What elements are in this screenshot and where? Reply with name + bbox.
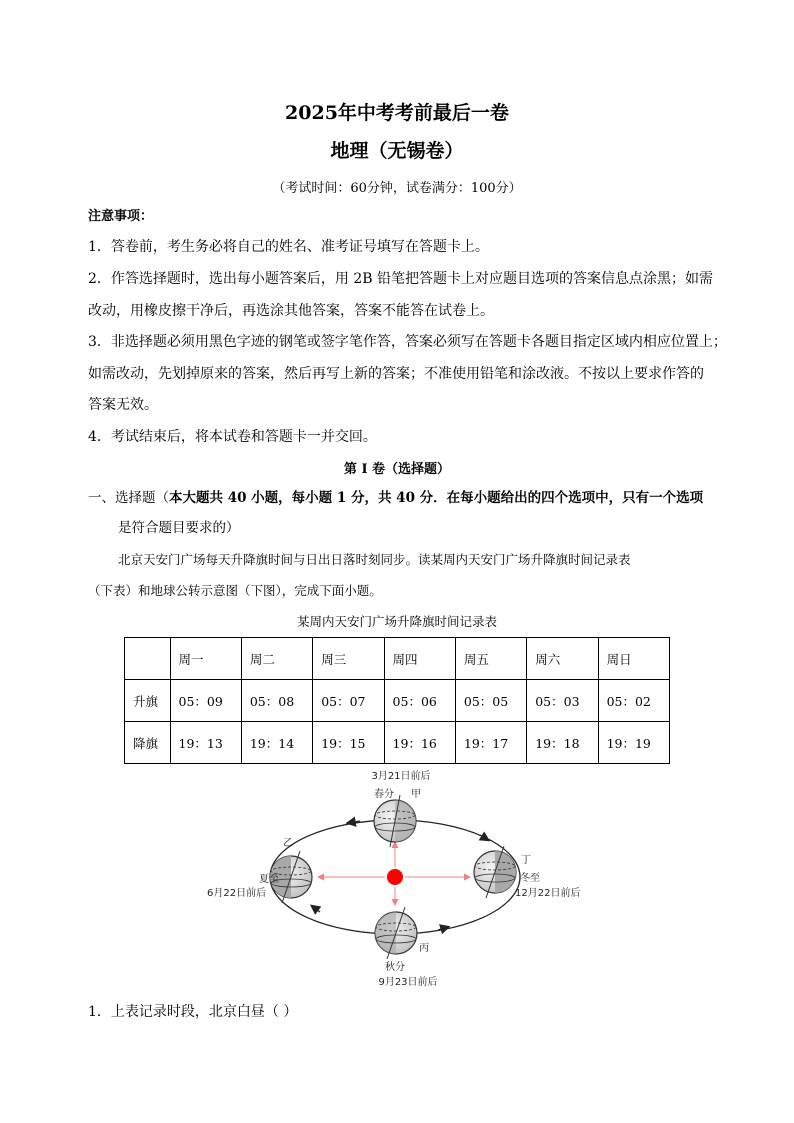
table-cell: 周六 <box>527 638 598 680</box>
table-cell: 05：02 <box>598 680 669 722</box>
table-cell: 周二 <box>241 638 312 680</box>
label-spring-date: 3月21日前后 <box>371 771 431 782</box>
note-line: 答案无效。 <box>88 397 158 413</box>
section-title: 第 I 卷（选择题） <box>343 462 451 477</box>
orbit-arrow <box>480 835 488 840</box>
table-cell: 05：07 <box>313 680 384 722</box>
section-instructions-line2: 是符合题目要求的） <box>118 520 240 536</box>
note-line: 2．作答选择题时，选出每小题答案后，用 2B 铅笔把答题卡上对应题目选项的答案信息点涂黑；如需 <box>88 271 714 287</box>
table-cell: 19：13 <box>170 722 241 764</box>
table-cell: 19：18 <box>527 722 598 764</box>
label-mark-jia: 甲 <box>411 789 421 800</box>
table-cell: 05：09 <box>170 680 241 722</box>
notes-heading: 注意事项： <box>88 209 154 224</box>
table-cell: 05：03 <box>527 680 598 722</box>
earth-globe-icon <box>375 907 417 959</box>
label-summer-term: 夏至 <box>259 874 279 885</box>
table-cell: 周三 <box>313 638 384 680</box>
table-cell: 周四 <box>384 638 455 680</box>
table-cell: 周日 <box>598 638 669 680</box>
instr-bold: 本大题共 40 小题，每小题 1 分，共 40 分．在每小题给出的 <box>169 490 542 506</box>
note-line: 4．考试结束后，将本试卷和答题卡一并交回。 <box>88 429 377 445</box>
table-cell: 05：08 <box>241 680 312 722</box>
note-line: 改动，用橡皮擦干净后，再选涂其他答案，答案不能答在试卷上。 <box>88 303 494 319</box>
earth-revolution-diagram <box>190 765 600 995</box>
label-autumn-date: 9月23日前后 <box>378 977 438 988</box>
exam-subtitle: 地理（无锡卷） <box>330 140 464 162</box>
table-cell: 19：19 <box>598 722 669 764</box>
instr-prefix: 一、选择题（ <box>88 490 169 506</box>
orbit-arrow <box>312 906 320 912</box>
table-cell: 05：06 <box>384 680 455 722</box>
label-mark-ding: 丁 <box>521 855 531 866</box>
note-line: 如需改动，先划掉原来的答案，然后再写上新的答案；不准使用铅笔和涂改液。不按以上要求作答的 <box>88 366 704 382</box>
label-spring-term: 春分 <box>374 789 394 800</box>
table-caption: 某周内天安门广场升降旗时间记录表 <box>296 614 497 629</box>
note-line: 3．非选择题必须用黑色字迹的钢笔或签字笔作答，答案必须写在答题卡各题目指定区域内相应位置上； <box>88 334 727 350</box>
table-header-row <box>125 638 670 680</box>
label-mark-yi: 乙 <box>283 838 293 849</box>
sun-icon <box>387 869 403 885</box>
table-cell: 19：16 <box>384 722 455 764</box>
passage-line: （下表）和地球公转示意图（下图），完成下面小题。 <box>88 583 382 598</box>
table-cell <box>125 638 171 680</box>
label-summer-date: 6月22日前后 <box>207 888 267 899</box>
label-winter-date: 12月22日前后 <box>515 888 581 899</box>
section-instructions <box>88 488 708 508</box>
question-1: 1．上表记录时段，北京白昼（ ） <box>88 1004 298 1020</box>
table-cell: 降旗 <box>125 722 171 764</box>
table-cell: 周一 <box>170 638 241 680</box>
table-cell: 周五 <box>455 638 526 680</box>
label-mark-bing: 丙 <box>419 943 429 954</box>
passage-line: 北京天安门广场每天升降旗时间与日出日落时刻同步。读某周内天安门广场升降旗时间记录表 <box>118 552 631 567</box>
note-line: 1．答卷前，考生务必将自己的姓名、准考证号填写在答题卡上。 <box>88 239 489 255</box>
table-row <box>125 680 670 722</box>
earth-globe-icon <box>374 795 416 847</box>
exam-title: 2025年中考考前最后一卷 <box>285 102 509 124</box>
table-cell: 05：05 <box>455 680 526 722</box>
exam-info: （考试时间：60分钟，试卷满分：100分） <box>272 181 522 196</box>
instr-bold: 四个选项中，只有一个选项 <box>541 490 704 506</box>
table-cell: 19：17 <box>455 722 526 764</box>
flag-time-table <box>124 637 670 764</box>
label-autumn-term: 秋分 <box>385 962 405 973</box>
table-cell: 19：15 <box>313 722 384 764</box>
table-cell: 升旗 <box>125 680 171 722</box>
table-row <box>125 722 670 764</box>
label-winter-term: 冬至 <box>520 873 540 884</box>
table-cell: 19：14 <box>241 722 312 764</box>
